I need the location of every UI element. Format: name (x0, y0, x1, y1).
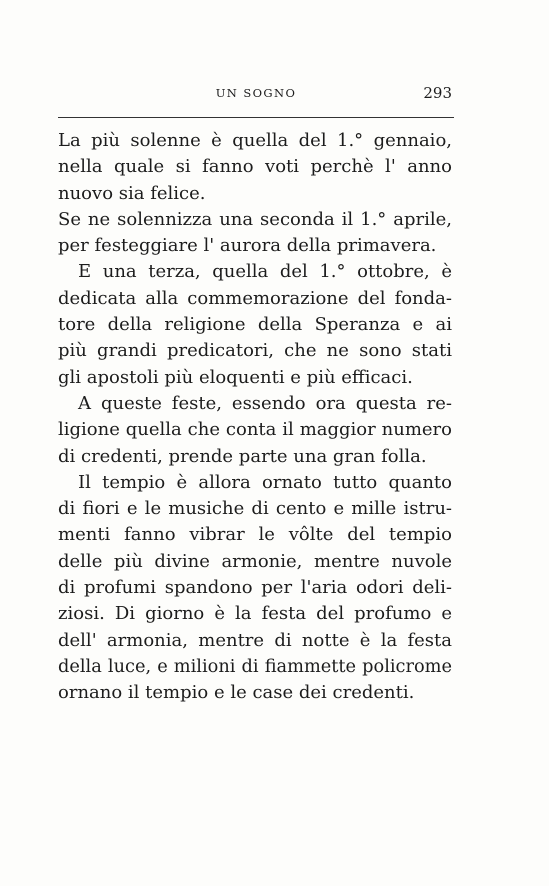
text-line: dell' armonia, mentre di notte è la festa (58, 629, 452, 651)
text-line: nuovo sia felice. (58, 182, 206, 204)
text-line: tore della religione della Speranza e ai (58, 314, 452, 336)
running-head (58, 84, 454, 104)
text-line: A queste feste, essendo ora questa re- (78, 392, 452, 414)
text-line: ligione quella che conta il maggior numero (58, 419, 452, 441)
text-line: di profumi spandono per l'aria odori deli- (58, 577, 452, 599)
header-rule (58, 117, 454, 118)
text-line: ornano il tempio e le case dei credenti. (58, 682, 415, 704)
running-title: UN SOGNO (215, 86, 297, 100)
text-line: gli apostoli più eloquenti e più efficaci. (58, 366, 413, 388)
text-line: Il tempio è allora ornato tutto quanto (78, 471, 452, 493)
text-body (58, 128, 452, 707)
page-number: 293 (423, 84, 452, 102)
text-line: di fiori e le musiche di cento e mille istru- (58, 498, 452, 520)
text-line: dedicata alla commemorazione del fonda- (58, 287, 452, 309)
text-line: La più solenne è quella del 1.° gennaio, (58, 130, 452, 151)
text-line: della luce, e milioni di fiammette policrome (58, 656, 452, 677)
text-line: Se ne solennizza una seconda il 1.° aprile, (58, 208, 452, 230)
text-line: di credenti, prende parte una gran folla. (58, 445, 427, 467)
text-line: per festeggiare l' aurora della primavera. (58, 235, 437, 257)
text-line: nella quale si fanno voti perchè l' anno (58, 156, 452, 178)
text-line: menti fanno vibrar le vôlte del tempio (58, 524, 452, 546)
text-line: E una terza, quella del 1.° ottobre, è (78, 261, 452, 283)
text-line: più grandi predicatori, che ne sono stati (58, 340, 452, 362)
text-line: ziosi. Di giorno è la festa del profumo e (58, 603, 452, 625)
text-line: delle più divine armonie, mentre nuvole (58, 550, 452, 572)
